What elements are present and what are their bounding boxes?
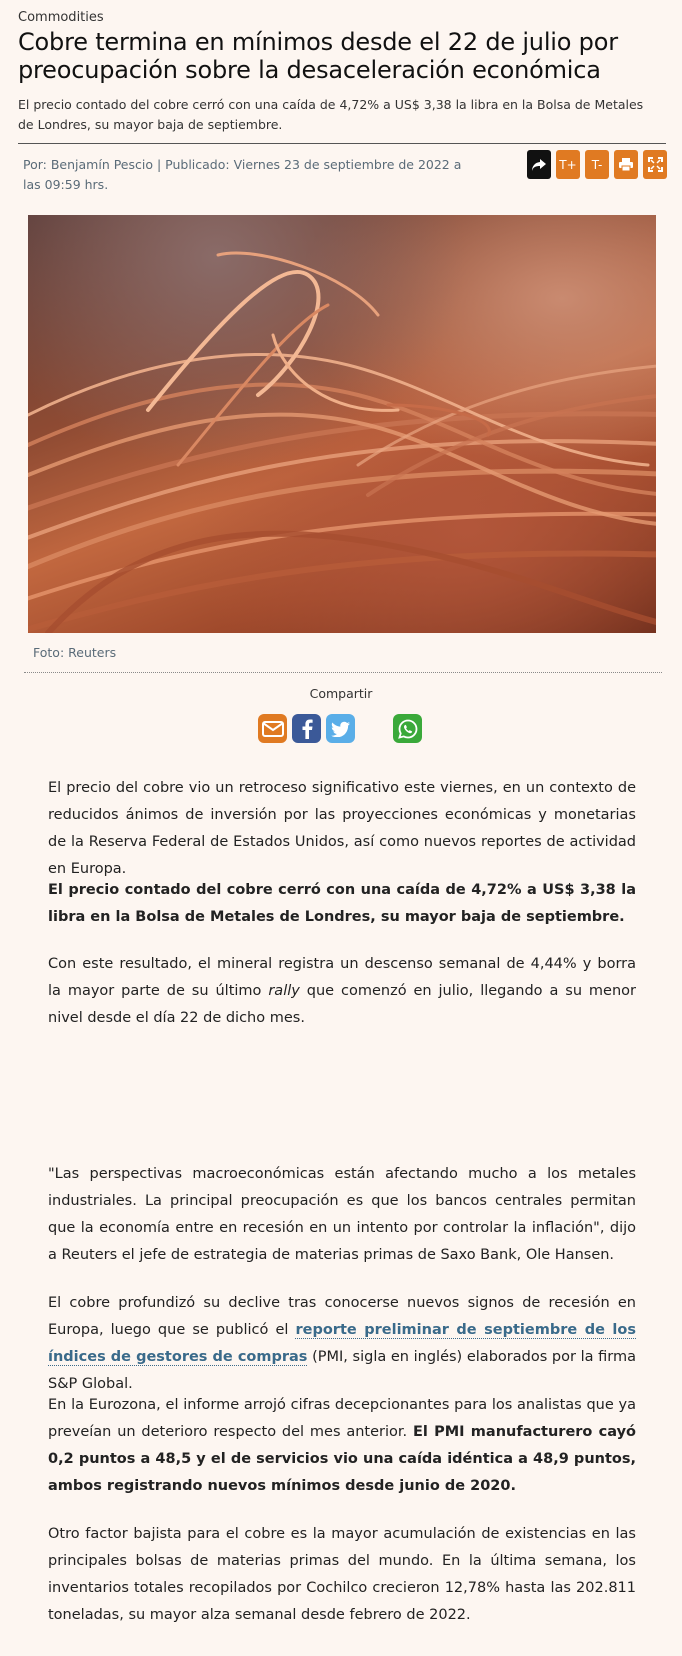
print-icon (618, 157, 634, 172)
pmi-report-link[interactable]: reporte preliminar de septiembre de los índices de gestores de compras (48, 1322, 636, 1365)
article-summary: El precio contado del cobre cerró con una caída de 4,72% a US$ 3,38 la libra en la Bolsa de Metales de Londres, su mayor baja de septiembre. (18, 97, 644, 132)
share-facebook-button[interactable] (292, 714, 321, 743)
paragraph-5 (48, 1290, 636, 1398)
paragraph-6 (48, 1392, 636, 1500)
share-arrow-button[interactable] (527, 150, 551, 179)
article-toolbar (527, 150, 667, 179)
paragraph-5-text-a: El cobre profundizó su declive tras conocerse nuevos signos de recesión en Europa, luego que se publicó el (48, 1295, 636, 1338)
share-whatsapp-button[interactable] (393, 714, 422, 743)
share-twitter-button[interactable] (326, 714, 355, 743)
mail-icon (262, 721, 284, 737)
photo-caption: Foto: Reuters (33, 645, 117, 660)
share-mail-button[interactable] (258, 714, 287, 743)
font-decrease-button[interactable]: T- (585, 150, 609, 179)
byline: Por: Benjamín Pescio | Publicado: Viernes 23 de septiembre de 2022 a las 09:59 hrs. (23, 157, 462, 192)
paragraph-6-text: En la Eurozona, el informe arrojó cifras decepcionantes para los analistas que ya preveían un deterioro respecto del mes anterior. (48, 1397, 636, 1440)
whatsapp-icon (398, 719, 418, 739)
paragraph-1: El precio del cobre vio un retroceso significativo este viernes, en un contexto de reducidos ánimos de inversión por las proyecciones económicas y monetarias de la Reserva Federal de Estados Unidos, así como nuevos reportes de actividad en Europa. (48, 780, 636, 877)
share-arrow-icon (531, 158, 547, 172)
fullscreen-button[interactable] (643, 150, 667, 179)
paragraph-3-emphasis: rally (268, 983, 300, 999)
twitter-icon (331, 721, 351, 737)
share-label: Compartir (309, 686, 373, 701)
paragraph-7: Otro factor bajista para el cobre es la mayor acumulación de existencias en las principales bolsas de materias primas del mundo. En la última semana, los inventarios totales recopilados por Cochilco crecieron 12,78% hasta las 202.811 toneladas, su mayor alza semanal desde febrero de 2022. (48, 1526, 636, 1623)
facebook-icon (301, 719, 313, 739)
divider (18, 143, 666, 144)
paragraph-3-text-b: que comenzó en julio, llegando a su menor nivel desde el día 22 de dicho mes. (48, 983, 637, 1026)
paragraph-4: "Las perspectivas macroeconómicas están afectando mucho a los metales industriales. La principal preocupación es que los bancos centrales permitan que la economía entre en recesión en un intento por controlar la inflación", dijo a Reuters el jefe de estrategia de materias primas de Saxo Bank, Ole Hansen. (48, 1166, 636, 1263)
dotted-divider (24, 672, 662, 673)
section-label[interactable]: Commodities (18, 10, 104, 25)
article-title: Cobre termina en mínimos desde el 22 de julio por preocupación sobre la desaceleración económica (18, 28, 618, 84)
print-button[interactable] (614, 150, 638, 179)
font-increase-button[interactable]: T+ (556, 150, 580, 179)
paragraph-3 (48, 951, 636, 1032)
paragraph-6-bold: El PMI manufacturero cayó 0,2 puntos a 48,5 y el de servicios vio una caída idéntica a 48,9 puntos, ambos registrando nuevos mínimos desde junio de 2020. (48, 1424, 636, 1494)
share-buttons (258, 714, 427, 743)
paragraph-3-text-a: Con este resultado, el mineral registra un descenso semanal de 4,44% y borra la mayor parte de su último (48, 956, 636, 999)
article-photo (28, 215, 656, 633)
fullscreen-icon (648, 157, 663, 172)
copper-wire-illustration (28, 215, 656, 633)
paragraph-2: El precio contado del cobre cerró con una caída de 4,72% a US$ 3,38 la libra en la Bolsa de Metales de Londres, su mayor baja de septiembre. (48, 882, 636, 925)
paragraph-5-text-b: (PMI, sigla en inglés) elaborados por la firma S&P Global. (48, 1349, 636, 1392)
